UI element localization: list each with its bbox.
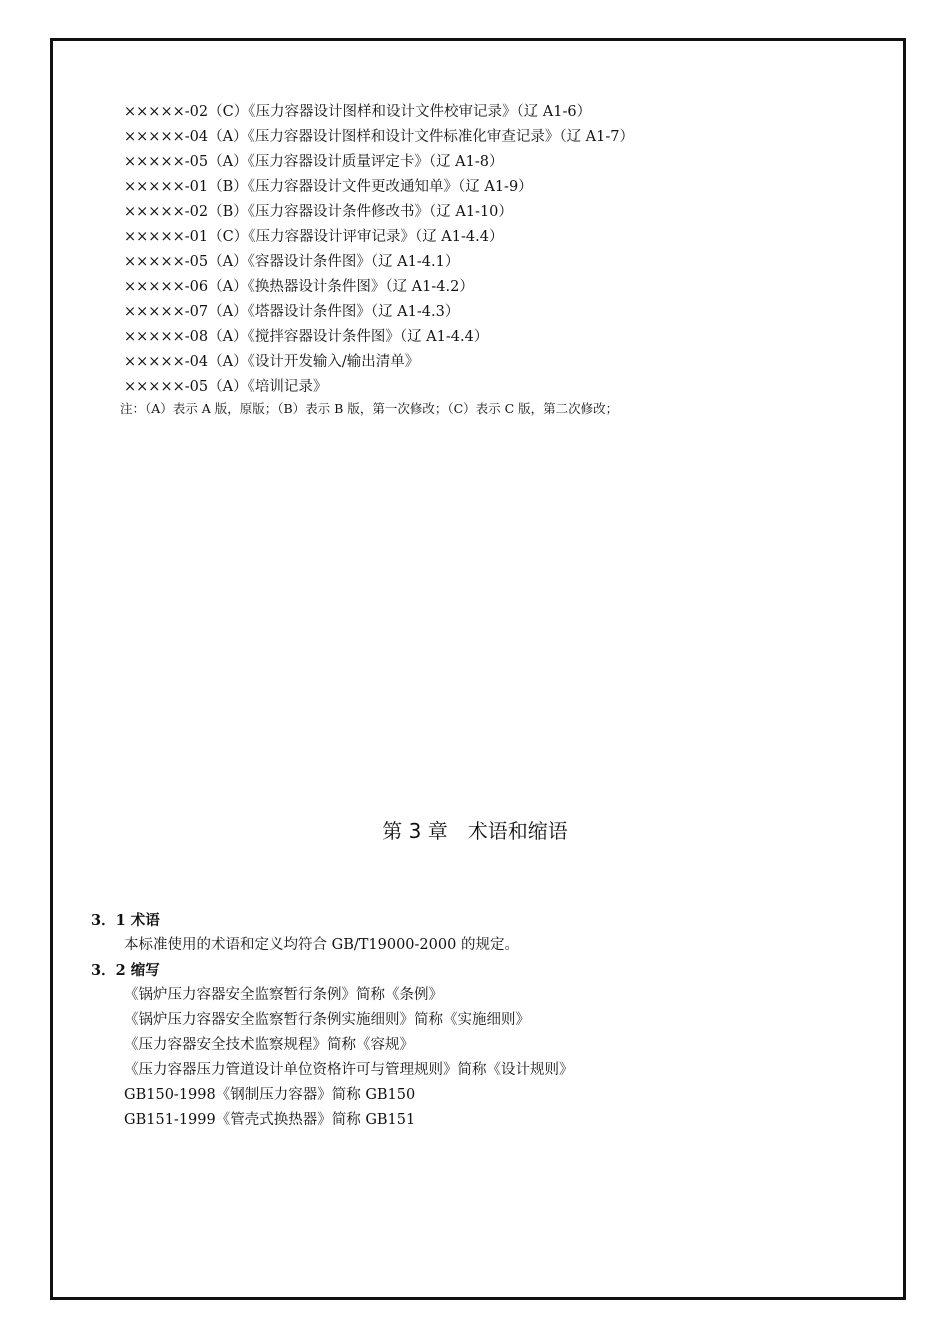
version-note: 注：（A）表示 A 版，原版；（B）表示 B 版，第一次修改；（C）表示 C 版，第二次修改； [120,401,619,416]
section-heading-terms: 3．1 术语 [91,912,160,929]
document-record-item: ×××××-01（C）《压力容器设计评审记录》（辽 A1-4.4） [124,229,504,245]
document-record-item: ×××××-04（A）《设计开发输入/输出清单》 [124,354,420,370]
document-record-item: ×××××-08（A）《搅拌容器设计条件图》（辽 A1-4.4） [124,329,489,345]
abbreviation-item: 《锅炉压力容器安全监察暂行条例实施细则》简称《实施细则》 [124,1012,530,1028]
terms-paragraph: 本标准使用的术语和定义均符合 GB/T19000-2000 的规定。 [124,937,519,953]
document-record-item: ×××××-07（A）《塔器设计条件图》（辽 A1-4.3） [124,304,460,320]
abbreviation-item: 《锅炉压力容器安全监察暂行条例》简称《条例》 [124,987,443,1003]
abbreviation-item: GB151-1999《管壳式换热器》简称 GB151 [124,1112,416,1128]
document-record-item: ×××××-04（A）《压力容器设计图样和设计文件标准化审查记录》（辽 A1-7） [124,129,634,145]
chapter-title: 第 3 章 术语和缩语 [382,819,568,843]
abbreviation-item: GB150-1998《钢制压力容器》简称 GB150 [124,1087,416,1103]
document-record-item: ×××××-05（A）《容器设计条件图》（辽 A1-4.1） [124,254,460,270]
document-record-item: ×××××-01（B）《压力容器设计文件更改通知单》（辽 A1-9） [124,179,533,195]
abbreviation-item: 《压力容器压力管道设计单位资格许可与管理规则》简称《设计规则》 [124,1062,574,1078]
document-record-item: ×××××-02（C）《压力容器设计图样和设计文件校审记录》（辽 A1-6） [124,104,592,120]
document-record-list [124,100,634,400]
document-record-item: ×××××-05（A）《压力容器设计质量评定卡》（辽 A1-8） [124,154,504,170]
section-heading-abbreviations: 3．2 缩写 [91,962,160,979]
document-record-item: ×××××-02（B）《压力容器设计条件修改书》（辽 A1-10） [124,204,513,220]
document-record-item: ×××××-05（A）《培训记录》 [124,379,328,395]
abbreviation-item: 《压力容器安全技术监察规程》简称《容规》 [124,1037,414,1053]
document-record-item: ×××××-06（A）《换热器设计条件图》（辽 A1-4.2） [124,279,474,295]
abbreviation-list [124,983,574,1133]
